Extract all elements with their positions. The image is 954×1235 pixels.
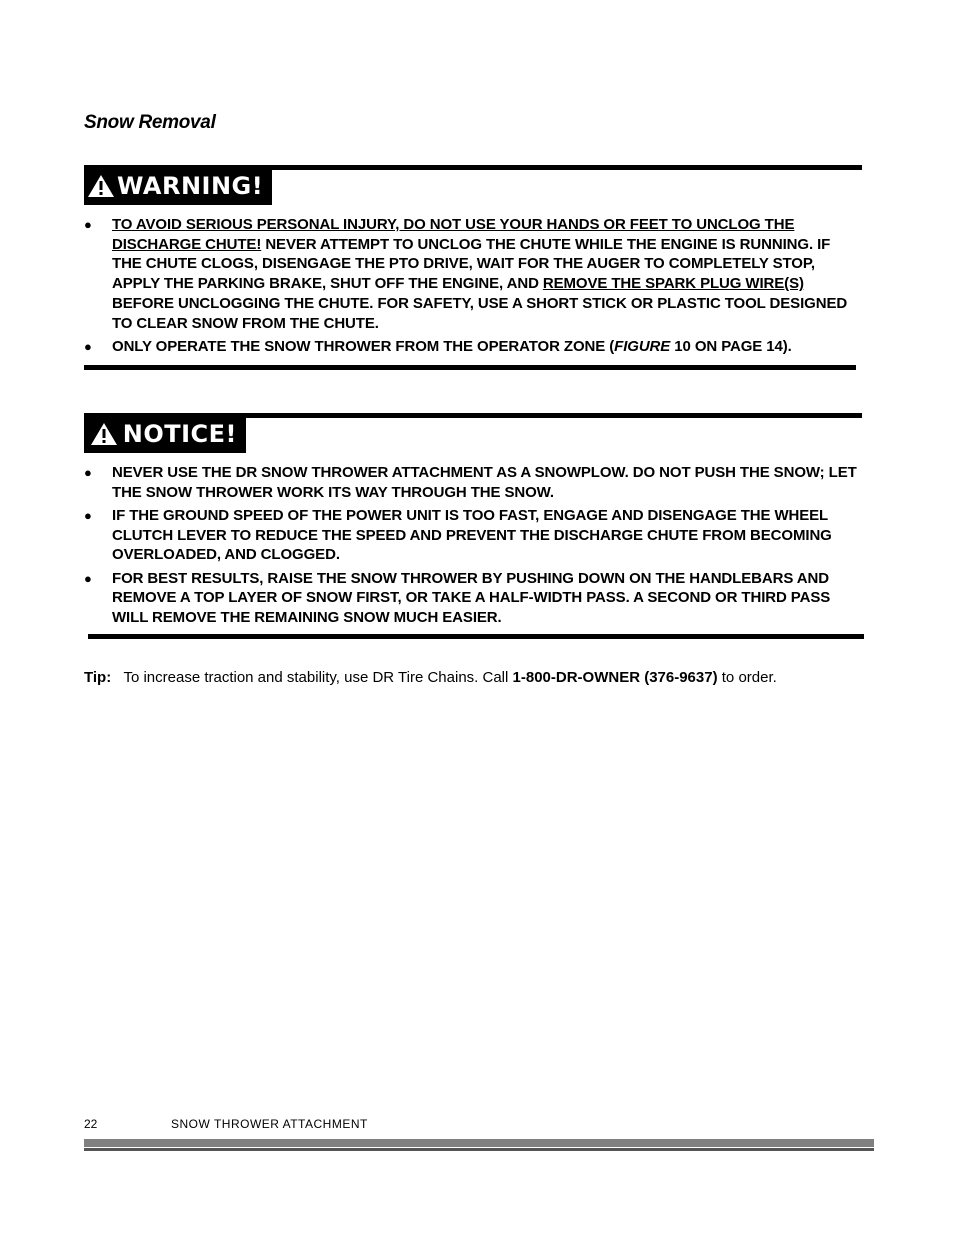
warning-item-text: NEVER ATTEMPT TO UNCLOG THE CHUTE WHILE THE ENGINE IS RUNNING. IF THE CHUTE CLOGS, DISENGAGE THE PTO DRIVE, WAIT FOR THE AUGER TO COMPLETELY STOP, APPLY THE PARKING BRAKE, SHUT OFF THE ENGINE, AND [112, 235, 831, 293]
notice-label: NOTICE! [121, 418, 243, 450]
notice-item-text: NEVER USE THE DR SNOW THROWER ATTACHMENT AS A SNOWPLOW. DO NOT PUSH THE SNOW; LET THE SNOW THROWER WORK ITS WAY THROUGH THE SNOW. [112, 464, 857, 501]
warning-bottom-rule [84, 365, 856, 370]
warning-list [84, 215, 862, 360]
notice-list [84, 463, 862, 631]
warning-callout [84, 165, 862, 370]
tip-paragraph [84, 668, 777, 688]
bullet-icon: ● [84, 507, 92, 523]
warning-item [84, 337, 862, 357]
bullet-icon: ● [84, 570, 92, 586]
warning-label-box [84, 167, 272, 205]
warning-triangle-icon [87, 170, 115, 202]
notice-bottom-rule [88, 634, 864, 639]
warning-item-text: 10 ON PAGE 14). [670, 337, 792, 355]
notice-item-text: FOR BEST RESULTS, RAISE THE SNOW THROWER BY PUSHING DOWN ON THE HANDLEBARS AND REMOVE A TOP LAYER OF SNOW FIRST, OR TAKE A HALF-WIDTH PASS. A SECOND OR THIRD PASS WILL REMOVE THE REMAINING SNOW MUCH EASIER. [112, 569, 831, 626]
bullet-icon: ● [84, 338, 92, 354]
warning-item-text: TO AVOID SERIOUS PERSONAL INJURY, DO NOT USE YOUR HANDS OR FEET TO UNCLOG THE DISCHARGE CHUTE! [112, 216, 795, 253]
footer-title: SNOW THROWER ATTACHMENT [171, 1117, 368, 1131]
notice-triangle-icon [87, 418, 121, 450]
notice-item-text: IF THE GROUND SPEED OF THE POWER UNIT IS TOO FAST, ENGAGE AND DISENGAGE THE WHEEL CLUTCH LEVER TO REDUCE THE SPEED AND PREVENT THE DISCHARGE CHUTE FROM BECOMING OVERLOADED, AND CLOGGED. [112, 506, 832, 564]
tip-suffix: to order. [717, 669, 777, 686]
warning-item-text: BEFORE UNCLOGGING THE CHUTE. FOR SAFETY, USE A SHORT STICK OR PLASTIC TOOL DESIGNED TO CLEAR SNOW FROM THE CHUTE. [112, 294, 848, 332]
tip-text: To increase traction and stability, use DR Tire Chains. Call [123, 669, 513, 686]
bullet-icon: ● [84, 465, 92, 480]
warning-label: WARNING! [115, 170, 269, 202]
warning-item [84, 215, 862, 333]
warning-item-text: REMOVE THE SPARK PLUG WIRE(S) [542, 275, 804, 293]
warning-item-text: FIGURE [614, 337, 671, 355]
notice-item [84, 463, 862, 502]
warning-item-text: ONLY OPERATE THE SNOW THROWER FROM THE OPERATOR ZONE ( [112, 337, 615, 355]
notice-callout [84, 413, 862, 643]
footer-rule [84, 1139, 874, 1147]
footer-page-number: 22 [84, 1117, 98, 1131]
tip-phone: 1-800-DR-OWNER (376-9637) [512, 669, 718, 686]
notice-label-box [84, 415, 246, 453]
notice-item [84, 569, 862, 628]
footer-rule-shadow [84, 1148, 874, 1151]
notice-item [84, 506, 862, 565]
bullet-icon: ● [84, 217, 92, 232]
tip-label: Tip: [84, 669, 112, 686]
section-title: Snow Removal [84, 112, 216, 133]
